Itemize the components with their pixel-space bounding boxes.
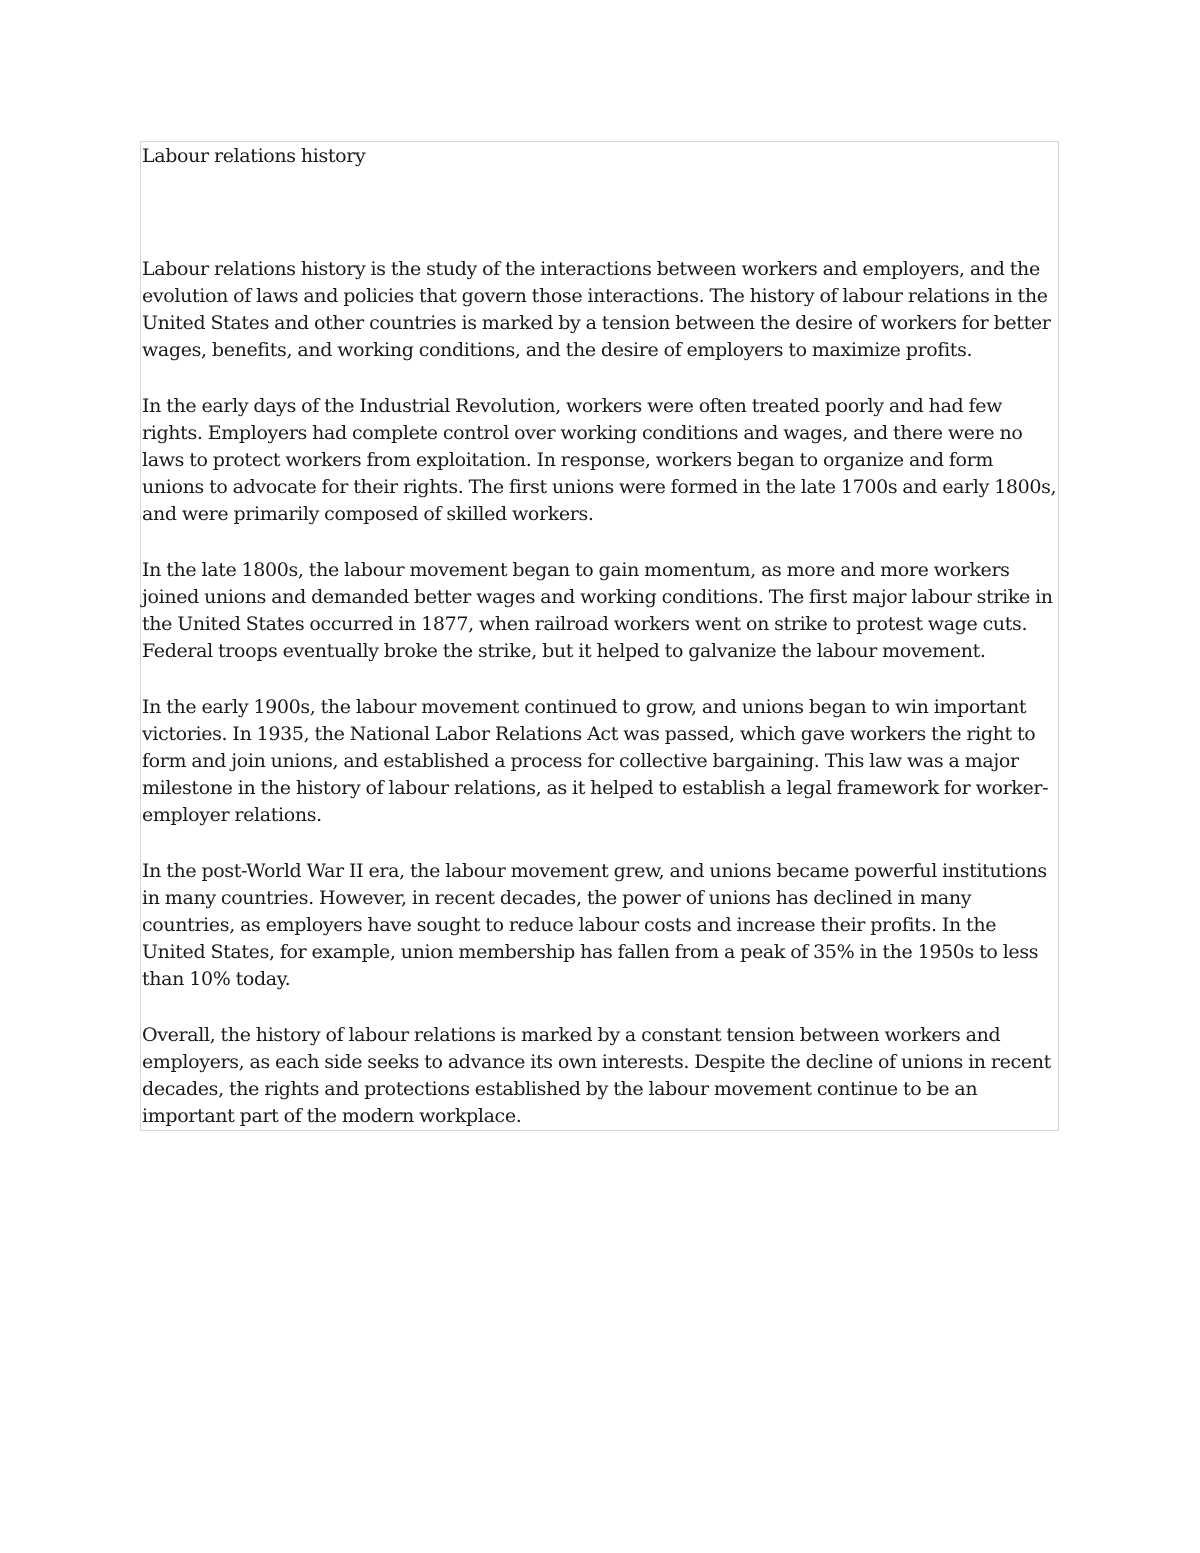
paragraph-overall: Overall, the history of labour relations is marked by a constant tension between workers and employers, as each side seeks to advance its own interests. Despite the decline of unions in recent decades, the rights and protections established by the labour movement continue to be an important part of the modern workplace. xyxy=(142,1024,1051,1127)
text-frame[interactable] xyxy=(140,141,1059,1131)
title-spacing xyxy=(142,170,1058,256)
paragraph-early-1900s: In the early 1900s, the labour movement continued to grow, and unions began to win important victories. In 1935, the National Labor Relations Act was passed, which gave workers the right to form and join unions, and established a process for collective bargaining. This law was a major milestone in the history of labour relations, as it helped to establish a legal framework for worker-employer relations. xyxy=(142,696,1049,826)
paragraph-intro: Labour relations history is the study of the interactions between workers and employers, and the evolution of laws and policies that govern those interactions. The history of labour relations in the United States and other countries is marked by a tension between the desire of workers for better wages, benefits, and working conditions, and the desire of employers to maximize profits. xyxy=(142,258,1051,361)
paragraph-late-1800s: In the late 1800s, the labour movement began to gain momentum, as more and more workers joined unions and demanded better wages and working conditions. The first major labour strike in the United States occurred in 1877, when railroad workers went on strike to protest wage cuts. Federal troops eventually broke the strike, but it helped to galvanize the labour movement. xyxy=(142,559,1053,662)
paragraph-industrial-revolution: In the early days of the Industrial Revolution, workers were often treated poorly and had few rights. Employers had complete control over working conditions and wages, and there were no laws to protect workers from exploitation. In response, workers began to organize and form unions to advocate for their rights. The first unions were formed in the late 1700s and early 1800s, and were primarily composed of skilled workers. xyxy=(142,395,1057,525)
paragraph-post-war: In the post-World War II era, the labour movement grew, and unions became powerful institutions in many countries. However, in recent decades, the power of unions has declined in many countries, as employers have sought to reduce labour costs and increase their profits. In the United States, for example, union membership has fallen from a peak of 35% in the 1950s to less than 10% today. xyxy=(142,860,1047,990)
document-title: Labour relations history xyxy=(142,145,366,167)
